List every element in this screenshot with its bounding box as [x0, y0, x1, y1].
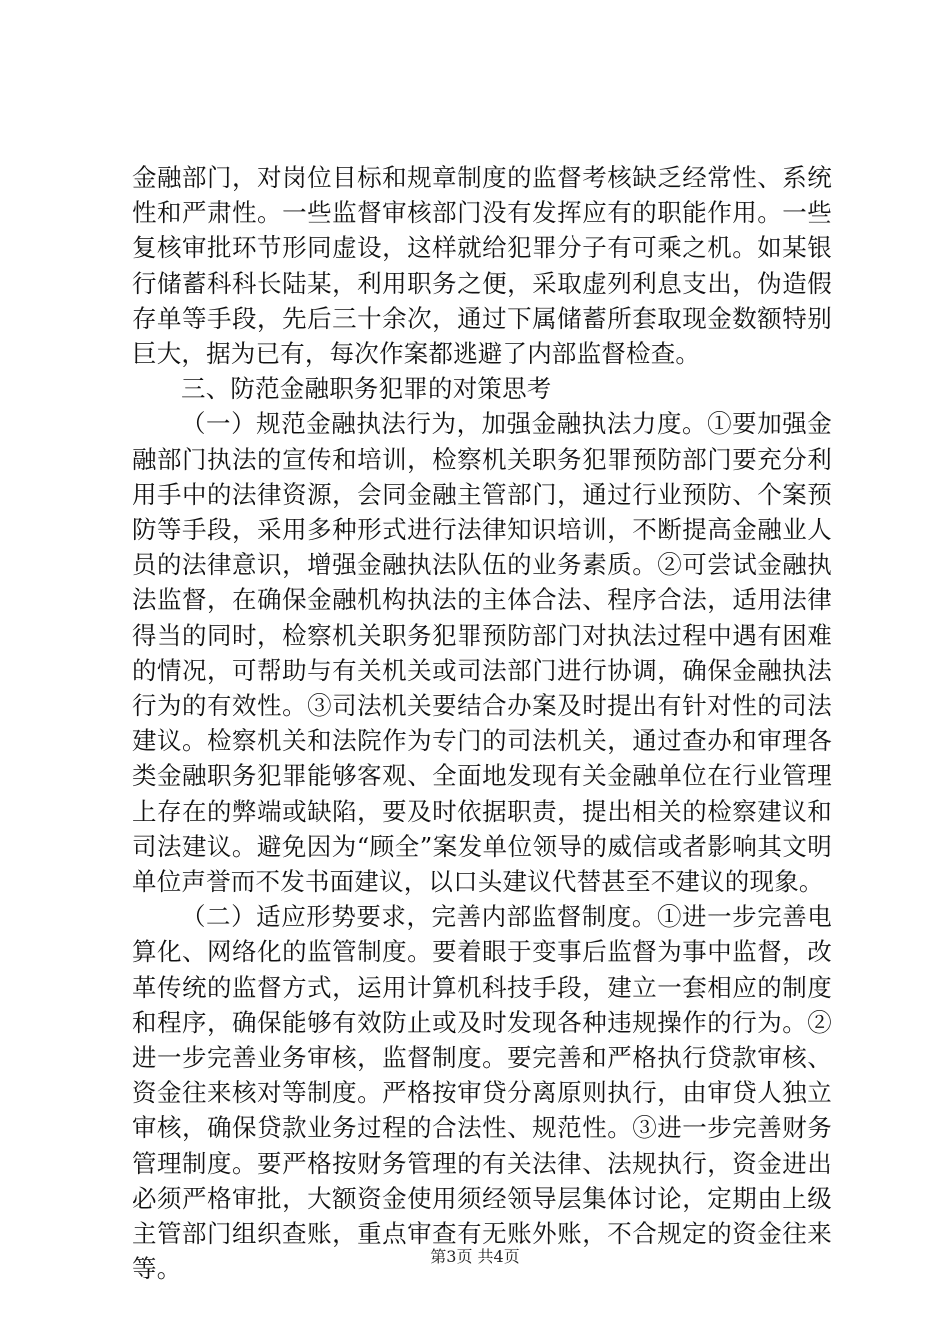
- page-number-footer: 第3页 共4页: [430, 1247, 520, 1266]
- section-heading: 三、防范金融职务犯罪的对策思考: [181, 374, 552, 404]
- paragraph-measure-one: （一）规范金融执法行为，加强金融执法力度。①要加强金融部门执法的宣传和培训，检察机关职务犯罪预防部门要充分利用手中的法律资源，会同金融主管部门，通过行业预防、个案预防等手段，采用多种形式进行法律知识培训，不断提高金融业人员的法律意识，增强金融执法队伍的业务素质。②可尝试金融执法监督，在确保金融机构执法的主体合法、程序合法，适用法律得当的同时，检察机关职务犯罪预防部门对执法过程中遇有困难的情况，可帮助与有关机关或司法部门进行协调，确保金融执法行为的有效性。③司法机关要结合办案及时提出有针对性的司法建议。检察机关和法院作为专门的司法机关，通过查办和审理各类金融职务犯罪能够客观、全面地发现有关金融单位在行业管理上存在的弊端或缺陷，要及时依据职责，提出相关的检察建议和司法建议。避免因为“顾全”案发单位领导的威信或者影响其文明单位声誉而不发书面建议，以口头建议代替甚至不建议的现象。: [132, 409, 832, 897]
- body-text: [132, 160, 832, 1287]
- paragraph-measure-two: （二）适应形势要求，完善内部监督制度。①进一步完善电算化、网络化的监管制度。要着眼于变事后监督为事中监督，改革传统的监督方式，运用计算机科技手段，建立一套相应的制度和程序，确保能够有效防止或及时发现各种违规操作的行为。②进一步完善业务审核，监督制度。要完善和严格执行贷款审核、资金往来核对等制度。严格按审贷分离原则执行，由审贷人独立审核，确保贷款业务过程的合法性、规范性。③进一步完善财务管理制度。要严格按财务管理的有关法律、法规执行，资金进出必须严格审批，大额资金使用须经领导层集体讨论，定期由上级主管部门组织查账，重点审查有无账外账，不合规定的资金往来等。: [132, 902, 832, 1284]
- paragraph-continuation: 金融部门，对岗位目标和规章制度的监督考核缺乏经常性、系统性和严肃性。一些监督审核部门没有发挥应有的职能作用。一些复核审批环节形同虚设，这样就给犯罪分子有可乘之机。如某银行储蓄科科长陆某，利用职务之便，采取虚列利息支出，伪造假存单等手段，先后三十余次，通过下属储蓄所套取现金数额特别巨大，据为已有，每次作案都逃避了内部监督检查。: [132, 163, 832, 369]
